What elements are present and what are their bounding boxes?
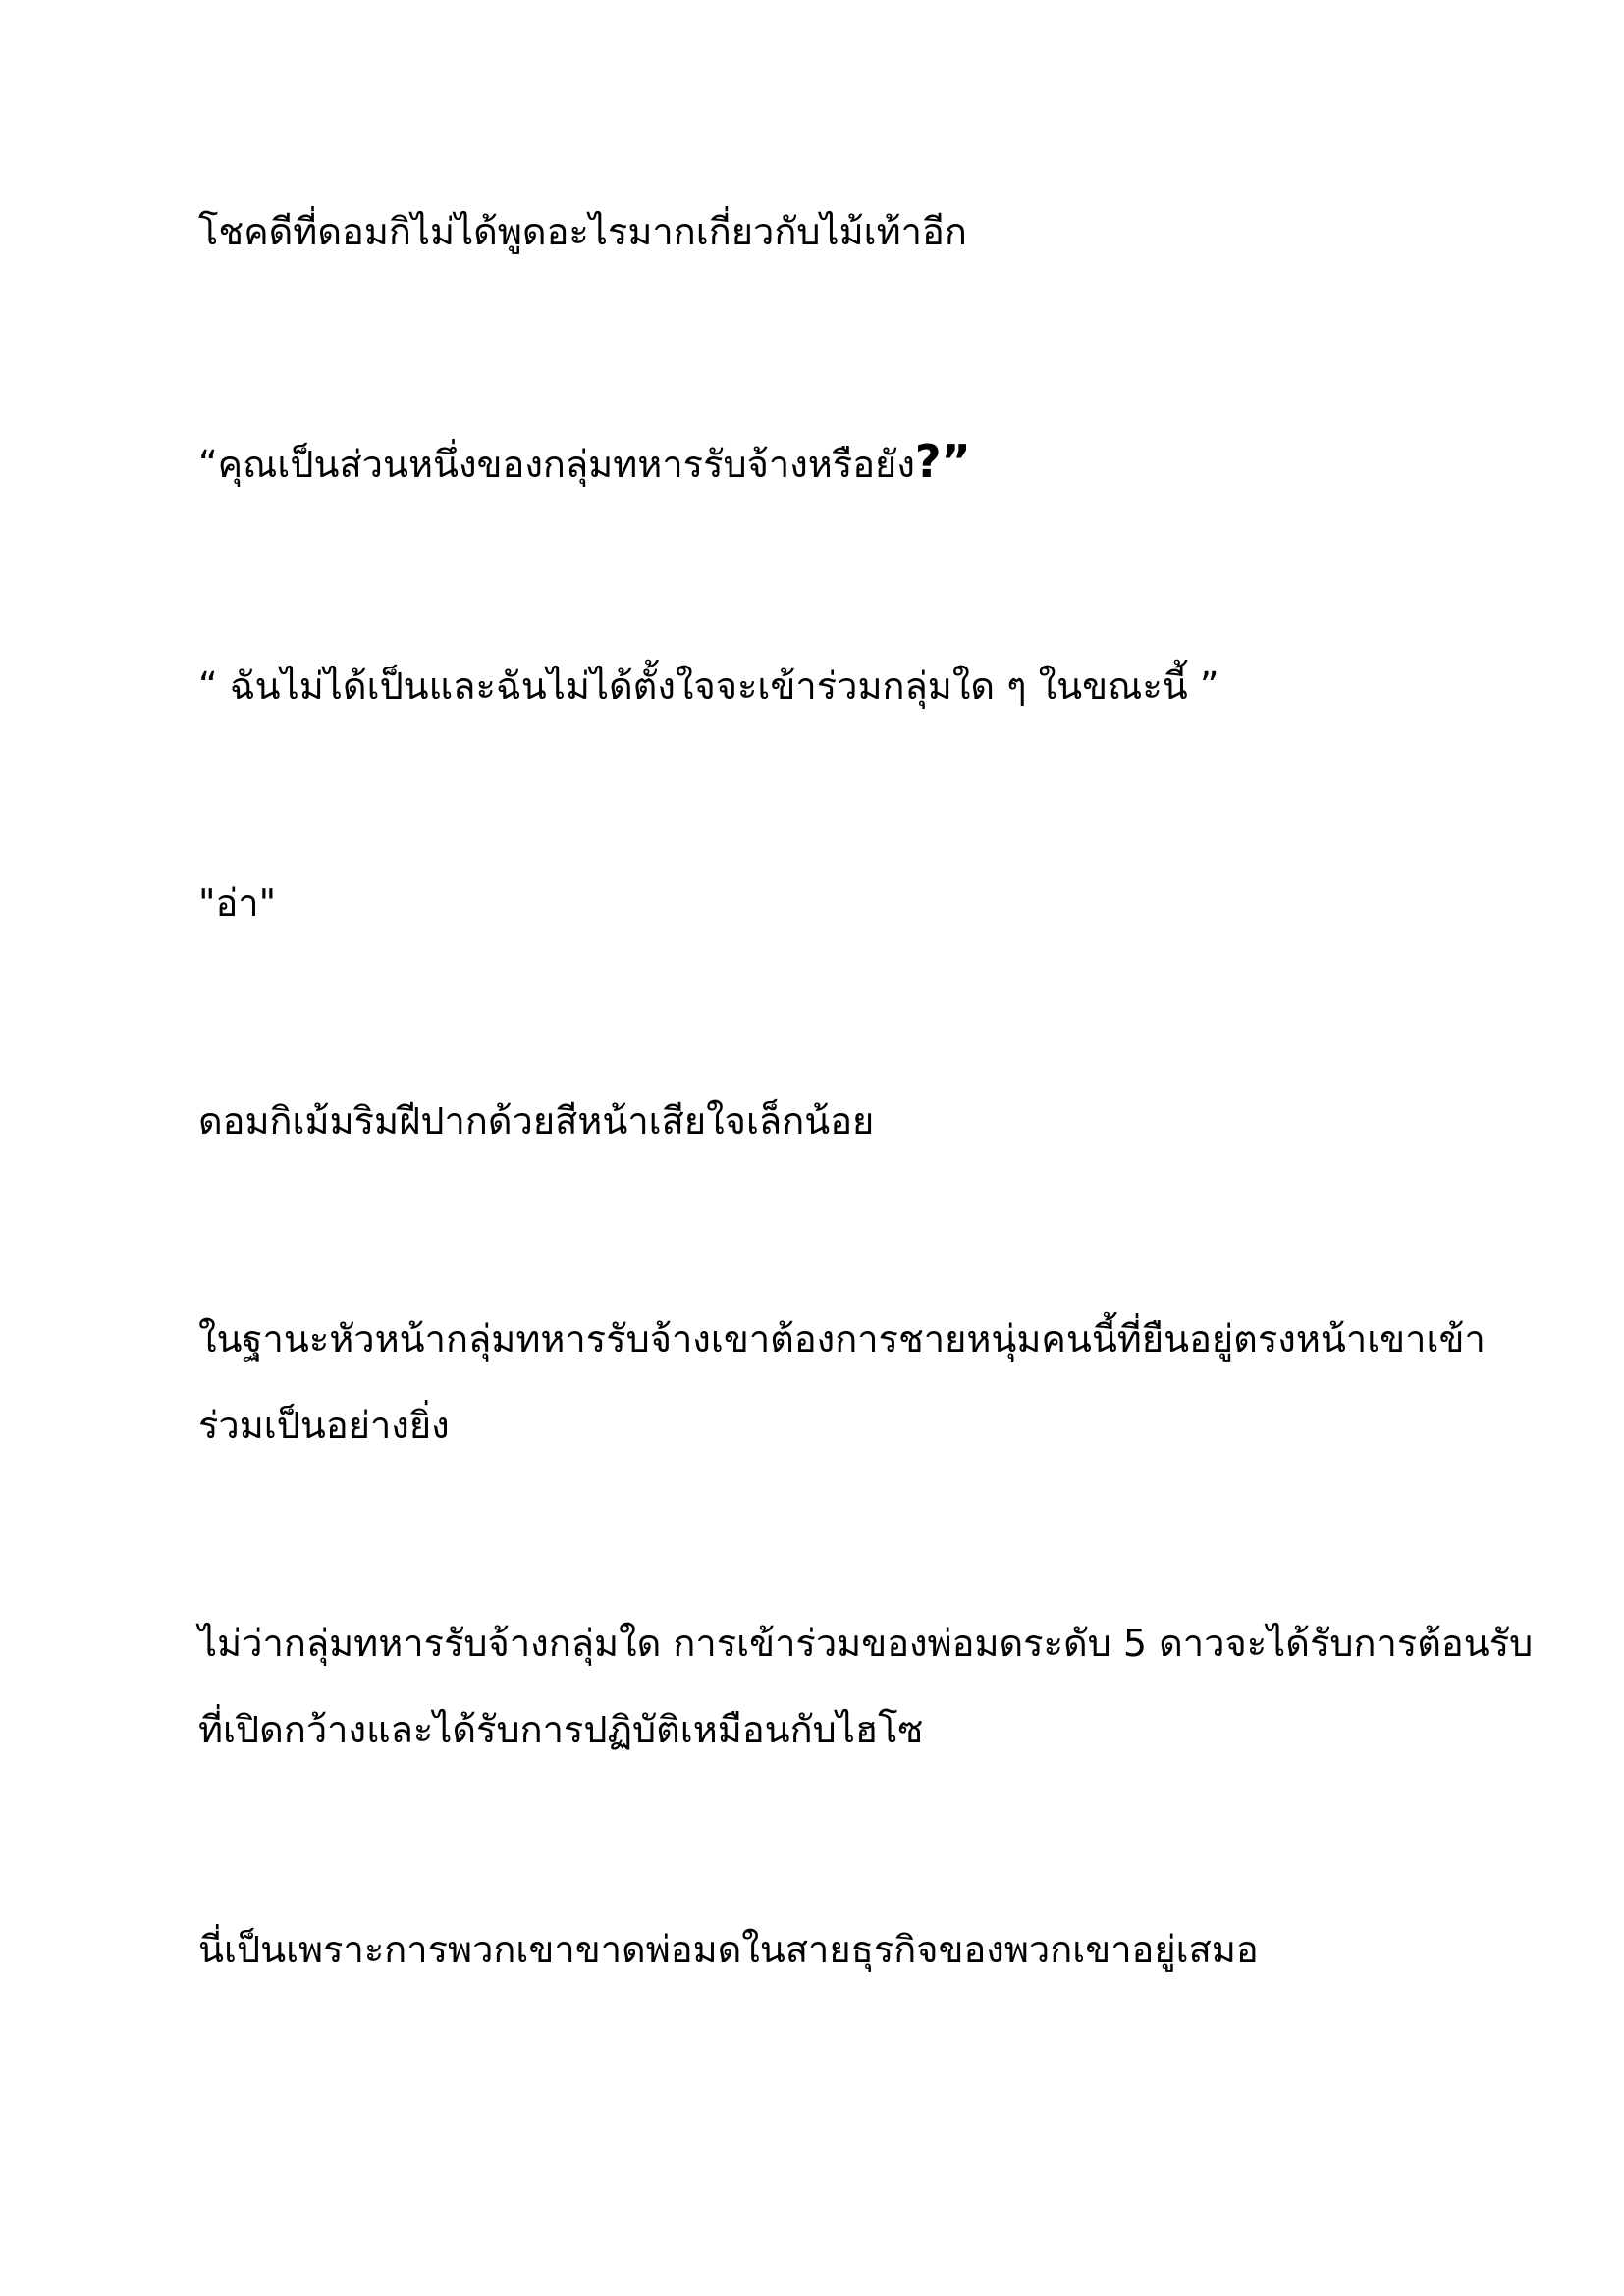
paragraph-line: ดอมกิเม้มริมฝีปากด้วยสีหน้าเสียใจเล็กน้อย: [198, 1099, 875, 1143]
dialogue-text: “คุณเป็นส่วนหนึ่งของกลุ่มทหารรับจ้างหรือยัง: [198, 443, 915, 486]
paragraph-1: [198, 188, 1475, 275]
paragraph-2-dialogue: [198, 418, 1475, 507]
paragraph-7: [198, 1600, 1534, 1773]
paragraph-line: ไม่ว่ากลุ่มทหารรับจ้างกลุ่มใด การเข้าร่วมของพ่อมดระดับ 5 ดาวจะได้รับการต้อนรับ: [198, 1622, 1534, 1665]
paragraph-line: โชคดีที่ดอมกิไม่ได้พูดอะไรมากเกี่ยวกับไม้เท้าอีก: [198, 210, 967, 253]
paragraph-6: [198, 1296, 1486, 1468]
paragraph-line: ร่วมเป็นอย่างยิ่ง: [198, 1404, 450, 1447]
paragraph-4-dialogue: [198, 860, 1475, 946]
paragraph-line: "อ่า": [198, 881, 277, 925]
paragraph-line: ที่เปิดกว้างและได้รับการปฏิบัติเหมือนกับไฮโซ: [198, 1708, 924, 1751]
paragraph-line: “ ฉันไม่ได้เป็นและฉันไม่ได้ตั้งใจจะเข้าร่วมกลุ่มใด ๆ ในขณะนี้ ”: [198, 665, 1219, 708]
paragraph-3-dialogue: [198, 643, 1475, 729]
question-mark: ?”: [914, 435, 971, 488]
paragraph-line: ในฐานะหัวหน้ากลุ่มทหารรับจ้างเขาต้องการชายหนุ่มคนนี้ที่ยืนอยู่ตรงหน้าเขาเข้า: [198, 1317, 1486, 1361]
paragraph-8: [198, 1906, 1475, 1993]
paragraph-line: [198, 418, 1475, 507]
paragraph-line: นี่เป็นเพราะการพวกเขาขาดพ่อมดในสายธุรกิจของพวกเขาอยู่เสมอ: [198, 1928, 1259, 1971]
paragraph-5: [198, 1078, 1475, 1164]
